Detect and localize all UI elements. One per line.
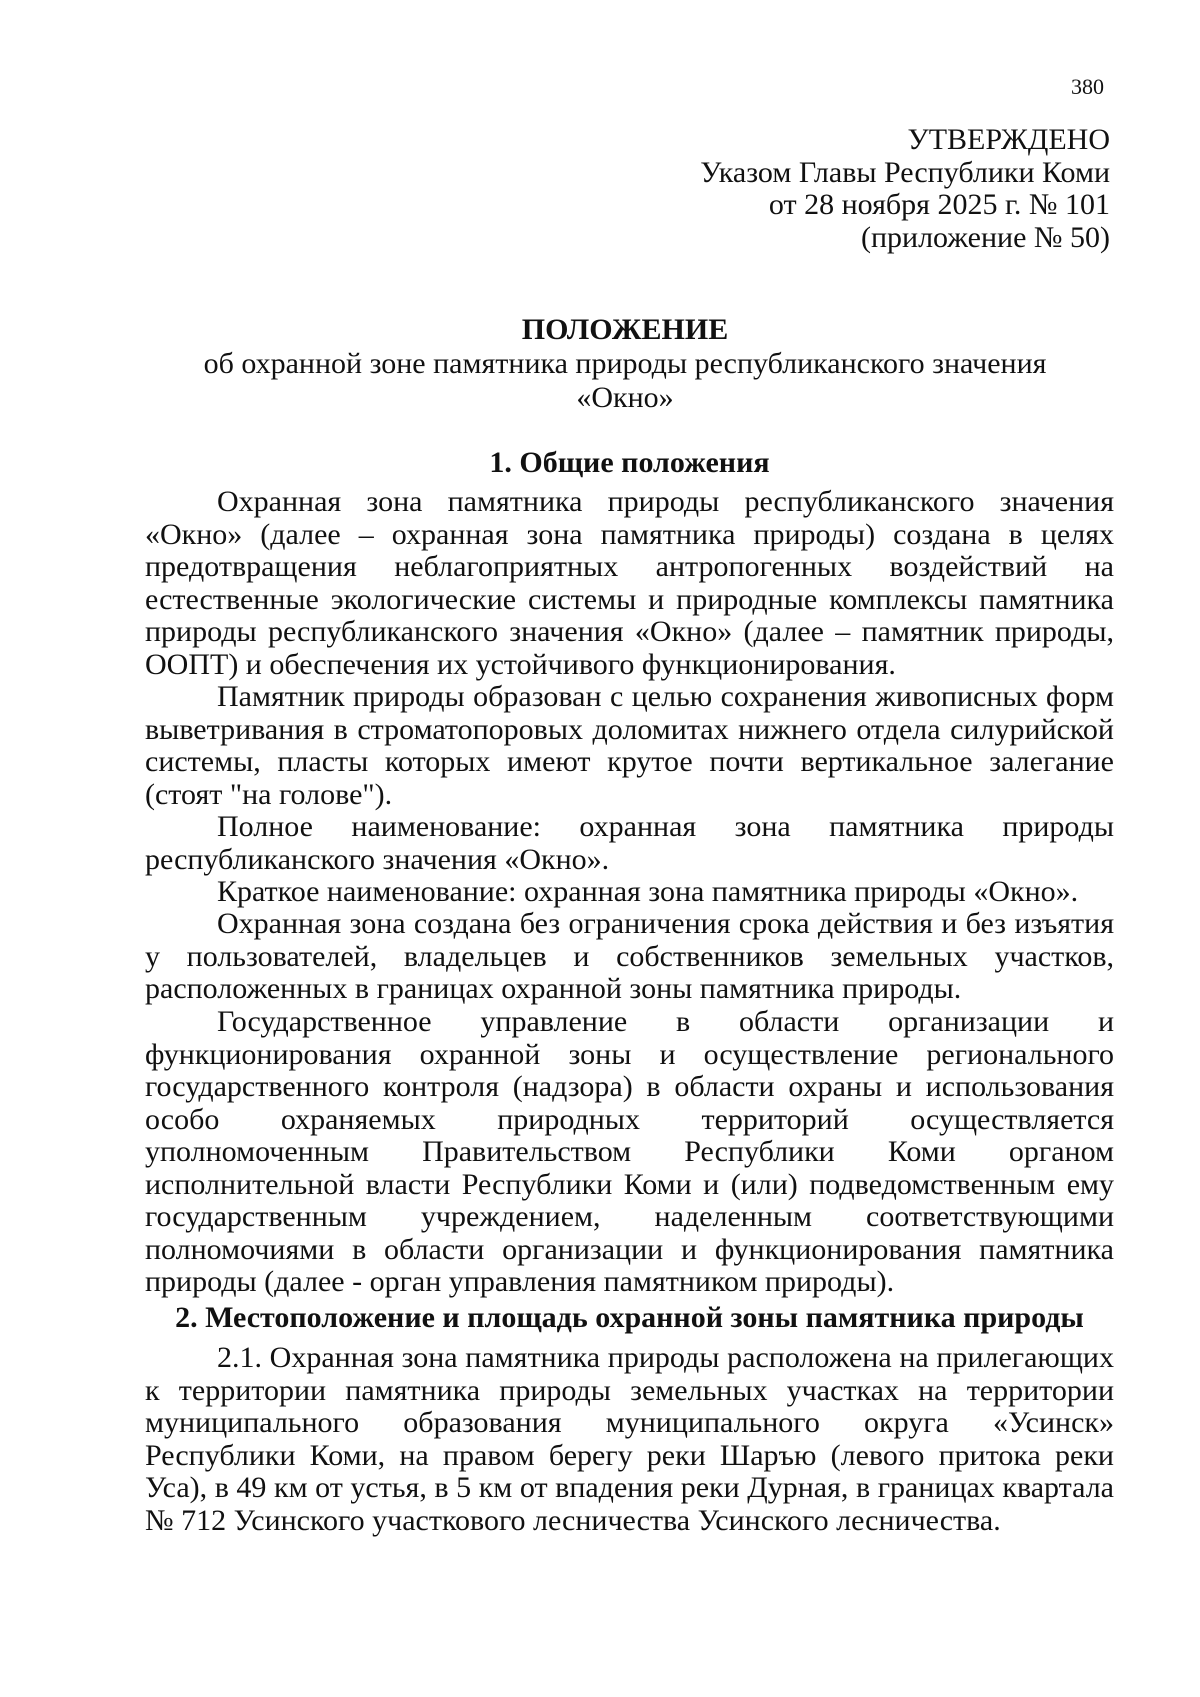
section-1-paragraph: Памятник природы образован с целью сохранения живописных форм выветривания в строматопоровых доломитах нижнего отдела силурийской системы, пласты которых имеют крутое почти вертикальное залегание (стоят "на голове"). — [145, 680, 1114, 811]
document-name: «Окно» — [576, 381, 674, 414]
approval-date: от 28 ноября 2025 г. № 101 — [768, 188, 1110, 221]
section-2-paragraph: 2.1. Охранная зона памятника природы расположена на прилегающих к территории памятника природы земельных участках на территории муниципального образования муниципального округа «Усинск» Республики Коми, на правом берегу реки Шаръю (левого притока реки Уса), в 49 км от устья, в 5 км от впадения реки Дурная, в границах квартала № 712 Усинского участкового лесничества Усинского лесничества. — [145, 1341, 1114, 1537]
section-1-paragraph: Краткое наименование: охранная зона памятника природы «Окно». — [217, 875, 1079, 908]
document-title: ПОЛОЖЕНИЕ — [521, 313, 729, 346]
document-title-block — [0, 313, 1200, 415]
approval-stamp-block — [700, 124, 1110, 254]
section-1-paragraph: Охранная зона памятника природы республиканского значения «Окно» (далее – охранная зона памятника природы) создана в целях предотвращения неблагоприятных антропогенных воздействий на естественные экологические системы и природные комплексы памятника природы республиканского значения «Окно» (далее – памятник природы, ООПТ) и обеспечения их устойчивого функционирования. — [145, 485, 1114, 681]
section-1-paragraph: Государственное управление в области организации и функционирования охранной зоны и осуществление регионального государственного контроля (надзора) в области охраны и использования особо охраняемых природных территорий осуществляется уполномоченным Правительством Республики Коми органом исполнительной власти Республики Коми и (или) подведомственным ему государственным учреждением, наделенным соответствующими полномочиями в области организации и функционирования памятника природы (далее - орган управления памятником природы). — [145, 1005, 1114, 1298]
section-1-paragraph: Охранная зона создана без ограничения срока действия и без изъятия у пользователей, владельцев и собственников земельных участков, расположенных в границах охранной зоны памятника природы. — [145, 907, 1114, 1005]
approval-heading: УТВЕРЖДЕНО — [907, 123, 1110, 156]
page-number: 380 — [1071, 74, 1104, 99]
section-2-heading: 2. Местоположение и площадь охранной зоны памятника природы — [175, 1301, 1084, 1334]
section-1-heading: 1. Общие положения — [489, 446, 770, 479]
document-subtitle: об охранной зоне памятника природы республиканского значения — [203, 347, 1047, 380]
section-1-paragraph: Полное наименование: охранная зона памятника природы республиканского значения «Окно». — [145, 810, 1114, 876]
approval-appendix: (приложение № 50) — [860, 220, 1110, 254]
approval-authority: Указом Главы Республики Коми — [700, 155, 1110, 189]
